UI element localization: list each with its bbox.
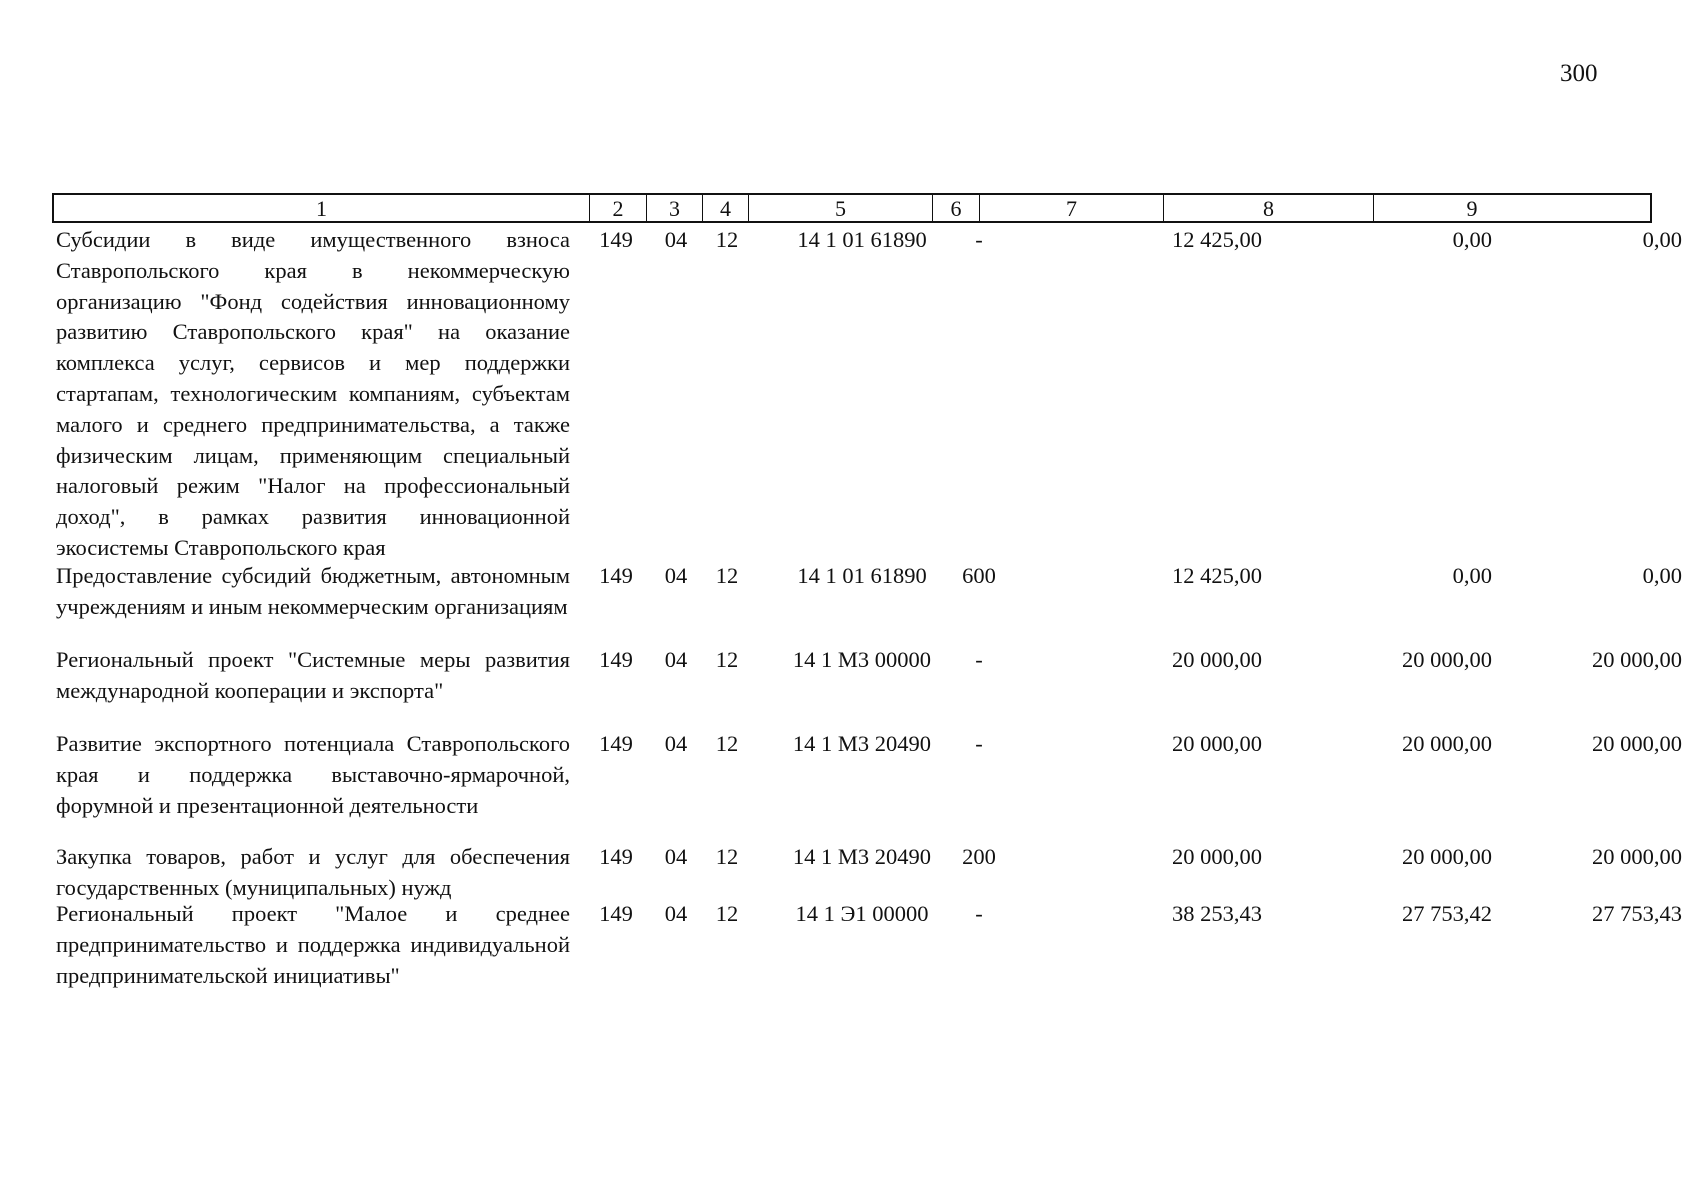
budget-table bbox=[52, 193, 1682, 1023]
row-target-article: 14 1 01 61890 bbox=[797, 227, 927, 252]
table-row bbox=[52, 842, 1682, 900]
table-row bbox=[52, 561, 1682, 645]
row-subsection-code: 12 bbox=[715, 563, 739, 588]
table-row bbox=[52, 225, 1682, 561]
row-amount-col7: 12 425,00 bbox=[1172, 563, 1262, 588]
row-section-code: 04 bbox=[664, 731, 688, 756]
row-amount-col8: 27 753,42 bbox=[1402, 901, 1492, 926]
row-amount-col7: 12 425,00 bbox=[1172, 227, 1262, 252]
row-amount-col9: 20 000,00 bbox=[1592, 731, 1682, 756]
row-section-code: 04 bbox=[664, 844, 688, 869]
row-section-code: 04 bbox=[664, 647, 688, 672]
row-amount-col9: 27 753,43 bbox=[1592, 901, 1682, 926]
table-row bbox=[52, 729, 1682, 842]
row-target-article: 14 1 М3 20490 bbox=[792, 731, 932, 756]
row-subsection-code: 12 bbox=[715, 647, 739, 672]
row-amount-col8: 20 000,00 bbox=[1402, 844, 1492, 869]
row-expense-type: - bbox=[975, 901, 983, 926]
row-amount-col9: 0,00 bbox=[1642, 563, 1682, 588]
header-col-2: 2 bbox=[612, 196, 624, 221]
row-amount-col7: 20 000,00 bbox=[1172, 647, 1262, 672]
row-description: Развитие экспортного потенциала Ставропольского края и поддержка выставочно-ярмарочной, форумной и презентационной деятельности bbox=[56, 731, 570, 818]
page-number: 300 bbox=[1560, 60, 1598, 87]
row-target-article: 14 1 Э1 00000 bbox=[795, 901, 929, 926]
row-admin-code: 149 bbox=[599, 844, 633, 869]
row-amount-col9: 20 000,00 bbox=[1592, 647, 1682, 672]
row-description: Предоставление субсидий бюджетным, автономным учреждениям и иным некоммерческим организациям bbox=[56, 563, 570, 619]
row-admin-code: 149 bbox=[599, 563, 633, 588]
row-target-article: 14 1 М3 00000 bbox=[792, 647, 932, 672]
row-amount-col8: 20 000,00 bbox=[1402, 647, 1492, 672]
header-col-3: 3 bbox=[669, 196, 680, 221]
header-col-7: 7 bbox=[1066, 196, 1077, 221]
row-admin-code: 149 bbox=[599, 901, 633, 926]
row-amount-col9: 0,00 bbox=[1642, 227, 1682, 252]
row-admin-code: 149 bbox=[599, 731, 633, 756]
row-subsection-code: 12 bbox=[715, 731, 739, 756]
header-col-1: 1 bbox=[316, 196, 327, 221]
row-expense-type: - bbox=[975, 647, 983, 672]
row-target-article: 14 1 01 61890 bbox=[797, 563, 927, 588]
row-amount-col7: 20 000,00 bbox=[1172, 844, 1262, 869]
header-col-4: 4 bbox=[720, 196, 731, 221]
row-description: Субсидии в виде имущественного взноса Ставропольского края в некоммерческую организацию "Фонд содействия инновационному развитию Ставропольского края" на оказание комплекса услуг, сервисов и мер поддержки стартапам, технологическим компаниям, субъектам малого и среднего предпринимательства, а также физическим лицам, применяющим специальный налоговый режим "Налог на профессиональный доход", в рамках развития инновационной экосистемы Ставропольского края bbox=[56, 227, 570, 560]
row-expense-type: 600 bbox=[962, 563, 996, 588]
row-target-article: 14 1 М3 20490 bbox=[792, 844, 932, 869]
table-row bbox=[52, 645, 1682, 729]
row-expense-type: - bbox=[975, 731, 983, 756]
header-col-5: 5 bbox=[835, 196, 846, 221]
row-subsection-code: 12 bbox=[715, 844, 739, 869]
row-section-code: 04 bbox=[664, 227, 688, 252]
row-admin-code: 149 bbox=[599, 647, 633, 672]
row-subsection-code: 12 bbox=[715, 227, 739, 252]
row-expense-type: - bbox=[975, 227, 983, 252]
row-amount-col7: 20 000,00 bbox=[1172, 731, 1262, 756]
row-section-code: 04 bbox=[664, 901, 688, 926]
row-amount-col7: 38 253,43 bbox=[1172, 901, 1262, 926]
header-col-9: 9 bbox=[1466, 196, 1478, 221]
row-subsection-code: 12 bbox=[715, 901, 739, 926]
row-section-code: 04 bbox=[664, 563, 688, 588]
row-amount-col8: 20 000,00 bbox=[1402, 731, 1492, 756]
header-col-6: 6 bbox=[950, 196, 962, 221]
table-header-row bbox=[52, 193, 1652, 223]
row-description: Региональный проект "Малое и среднее предпринимательство и поддержка индивидуальной предпринимательской инициативы" bbox=[56, 901, 570, 988]
row-amount-col8: 0,00 bbox=[1452, 227, 1492, 252]
row-expense-type: 200 bbox=[962, 844, 996, 869]
row-admin-code: 149 bbox=[599, 227, 633, 252]
row-description: Региональный проект "Системные меры развития международной кооперации и экспорта" bbox=[56, 647, 570, 703]
table-row bbox=[52, 899, 1682, 1023]
header-col-8: 8 bbox=[1263, 196, 1274, 221]
row-amount-col9: 20 000,00 bbox=[1592, 844, 1682, 869]
row-amount-col8: 0,00 bbox=[1452, 563, 1492, 588]
row-description: Закупка товаров, работ и услуг для обеспечения государственных (муниципальных) нужд bbox=[56, 844, 570, 900]
